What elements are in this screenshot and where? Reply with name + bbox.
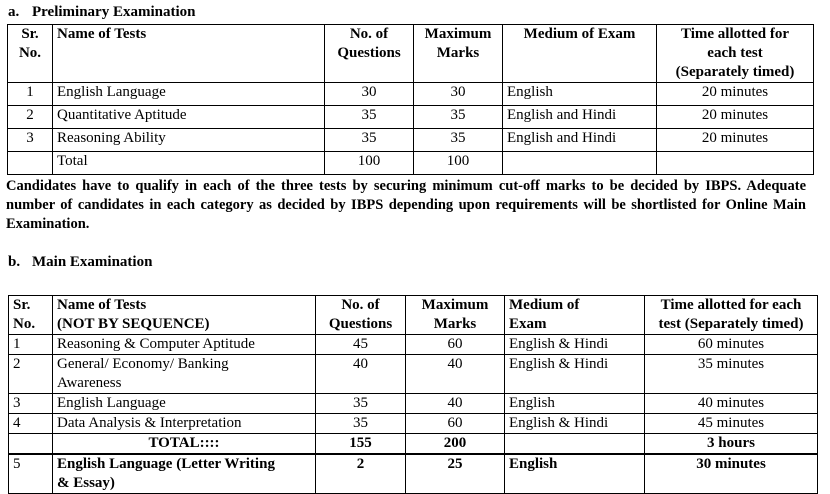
table-header-row <box>9 296 818 335</box>
table-row: 2 General/ Economy/ Banking Awareness 40 40 English & Hindi 35 minutes <box>9 355 818 394</box>
main-heading <box>8 254 152 271</box>
table-row: 3 Reasoning Ability 35 35 English and Hindi 20 minutes <box>8 129 814 152</box>
preliminary-table <box>7 24 814 175</box>
header-time: Time allotted for each test (Separately timed) <box>657 25 814 83</box>
header-marks: Maximum Marks <box>414 25 503 83</box>
header-sr: Sr. No. <box>9 296 53 335</box>
table-row: 2 Quantitative Aptitude 35 35 English and Hindi 20 minutes <box>8 106 814 129</box>
header-questions: No. of Questions <box>325 25 414 83</box>
main-title: Main Examination <box>32 254 153 270</box>
table-row: 1 Reasoning & Computer Aptitude 45 60 English & Hindi 60 minutes <box>9 335 818 355</box>
header-medium: Medium of Exam <box>503 25 657 83</box>
total-row: TOTAL:::: 155 200 3 hours <box>9 434 818 455</box>
table-header-row <box>8 25 814 83</box>
header-name: Name of Tests (NOT BY SEQUENCE) <box>53 296 316 335</box>
preliminary-heading <box>8 4 195 21</box>
preliminary-label: a. <box>8 4 20 20</box>
header-sr: Sr. No. <box>8 25 53 83</box>
main-label: b. <box>8 254 21 270</box>
preliminary-title: Preliminary Examination <box>32 4 196 20</box>
table-row: 3 English Language 35 40 English 40 minutes <box>9 394 818 414</box>
total-row: Total 100 100 <box>8 152 814 175</box>
header-medium: Medium of Exam <box>505 296 645 335</box>
qualification-note: Candidates have to qualify in each of the three tests by securing minimum cut-off marks to be decided by IBPS. Adequate number of candidates in each category as decided by IBPS depending upon requirements will be shortlisted for Online Main Examination. <box>6 178 806 232</box>
header-marks: Maximum Marks <box>406 296 505 335</box>
main-table <box>8 295 818 494</box>
header-time: Time allotted for each test (Separately timed) <box>645 296 818 335</box>
header-questions: No. of Questions <box>316 296 406 335</box>
header-name: Name of Tests <box>53 25 325 83</box>
table-row: 4 Data Analysis & Interpretation 35 60 English & Hindi 45 minutes <box>9 414 818 434</box>
table-row: 1 English Language 30 30 English 20 minutes <box>8 83 814 106</box>
extra-row: 5 English Language (Letter Writing & Essay) 2 25 English 30 minutes <box>9 454 818 494</box>
